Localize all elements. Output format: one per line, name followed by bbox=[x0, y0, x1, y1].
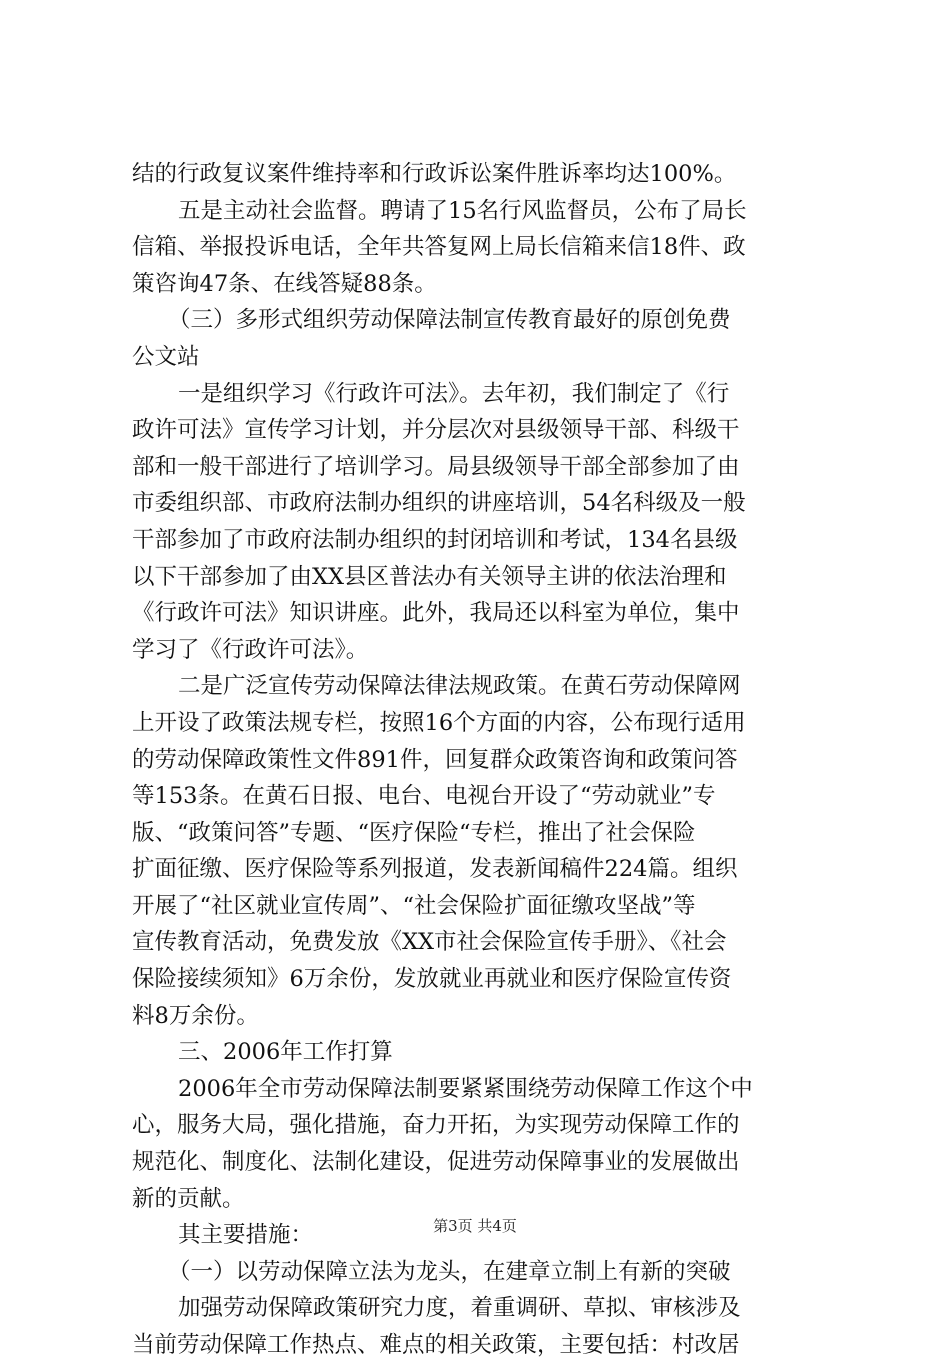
page-footer: 第3页 共4页 bbox=[433, 1217, 517, 1235]
text-line: 开展了“社区就业宣传周”、“社会保险扩面征缴攻坚战”等 bbox=[132, 892, 696, 919]
document-body bbox=[132, 156, 832, 1364]
text-line: 干部参加了市政府法制办组织的封闭培训和考试，134名县级 bbox=[132, 526, 738, 553]
text-line: 《行政许可法》知识讲座。此外，我局还以科室为单位，集中 bbox=[132, 600, 740, 627]
text-line: 2006年全市劳动保障法制要紧紧围绕劳动保障工作这个中 bbox=[178, 1075, 753, 1102]
text-line: 以下干部参加了由XX县区普法办有关领导主讲的依法治理和 bbox=[132, 563, 727, 590]
text-line: 二是广泛宣传劳动保障法律法规政策。在黄石劳动保障网 bbox=[178, 673, 741, 700]
text-line: 政许可法》宣传学习计划，并分层次对县级领导干部、科级干 bbox=[132, 417, 740, 444]
text-line: 新的贡献。 bbox=[132, 1185, 245, 1212]
text-line: 学习了《行政许可法》。 bbox=[132, 636, 369, 663]
text-line: 一是组织学习《行政许可法》。去年初，我们制定了《行 bbox=[178, 380, 730, 407]
text-line: 结的行政复议案件维持率和行政诉讼案件胜诉率均达100%。 bbox=[132, 161, 737, 187]
text-line: 版、“政策问答”专题、“医疗保险“专栏，推出了社会保险 bbox=[132, 819, 696, 846]
section-heading: （一）以劳动保障立法为龙头，在建章立制上有新的突破 bbox=[168, 1258, 731, 1285]
text-line: 当前劳动保障工作热点、难点的相关政策，主要包括：村改居 bbox=[132, 1332, 740, 1358]
text-line: 市委组织部、市政府法制办组织的讲座培训，54名科级及一般 bbox=[132, 490, 746, 517]
text-line: 策咨询47条、在线答疑88条。 bbox=[132, 270, 437, 297]
text-line: 规范化、制度化、法制化建设，促进劳动保障事业的发展做出 bbox=[132, 1149, 740, 1176]
text-line: 加强劳动保障政策研究力度，着重调研、草拟、审核涉及 bbox=[178, 1295, 741, 1322]
text-line: 部和一般干部进行了培训学习。局县级领导干部全部参加了由 bbox=[132, 453, 740, 480]
text-line: 的劳动保障政策性文件891件，回复群众政策咨询和政策问答 bbox=[132, 746, 738, 773]
text-line: 料8万余份。 bbox=[132, 1002, 259, 1029]
text-line: 其主要措施： bbox=[178, 1222, 314, 1249]
text-line: 上开设了政策法规专栏，按照16个方面的内容，公布现行适用 bbox=[132, 709, 746, 736]
text-line: 信箱、举报投诉电话，全年共答复网上局长信箱来信18件、政 bbox=[132, 234, 746, 261]
section-heading: （三）多形式组织劳动保障法制宣传教育最好的原创免费 bbox=[168, 307, 731, 334]
section-heading: 三、2006年工作打算 bbox=[178, 1039, 393, 1066]
text-line: 扩面征缴、医疗保险等系列报道，发表新闻稿件224篇。组织 bbox=[132, 856, 738, 883]
text-line: 心，服务大局，强化措施，奋力开拓，为实现劳动保障工作的 bbox=[132, 1112, 740, 1139]
text-line: 保险接续须知》6万余份，发放就业再就业和医疗保险宣传资 bbox=[132, 966, 732, 993]
text-line: 公文站 bbox=[132, 343, 200, 370]
text-line: 五是主动社会监督。聘请了15名行风监督员，公布了局长 bbox=[178, 197, 747, 224]
text-line: 宣传教育活动，免费发放《XX市社会保险宣传手册》、《社会 bbox=[132, 929, 727, 956]
text-line: 等153条。在黄石日报、电台、电视台开设了“劳动就业”专 bbox=[132, 783, 716, 810]
